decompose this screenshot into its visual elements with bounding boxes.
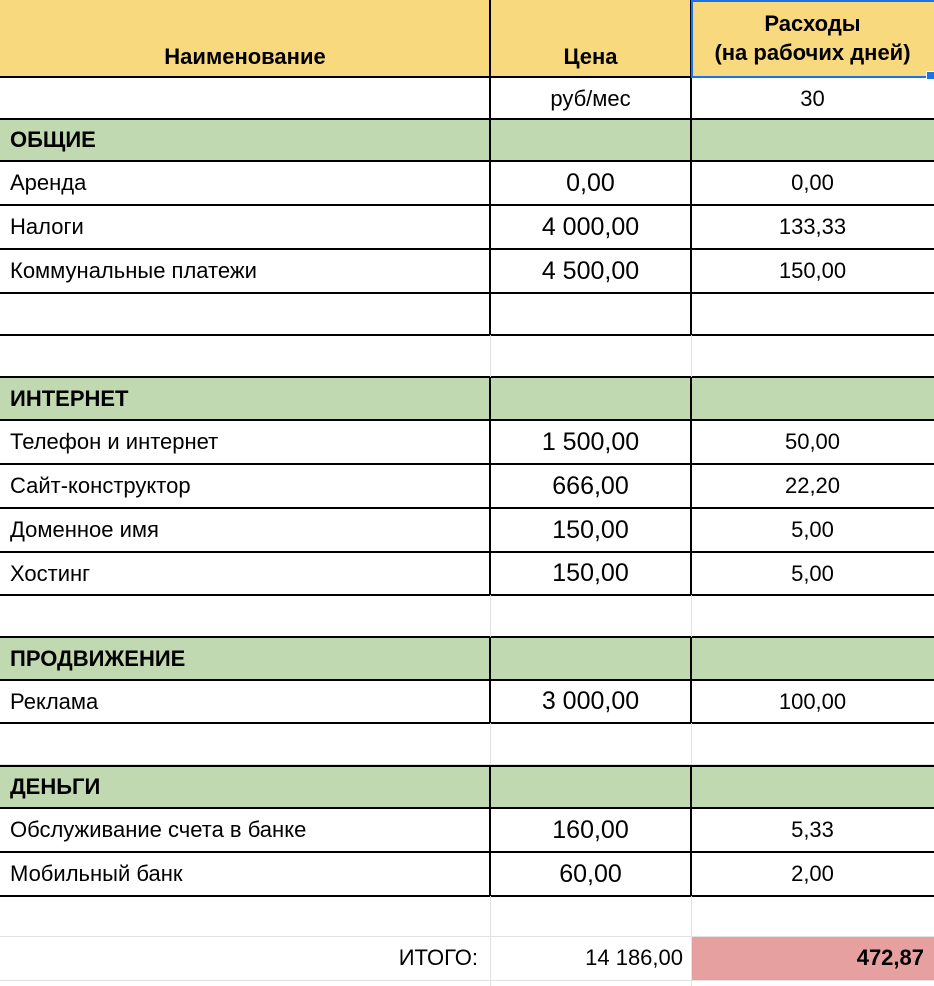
empty-cell[interactable] [490,293,691,335]
empty-cell[interactable] [490,723,691,765]
item-price-cell[interactable] [490,464,691,508]
item-price-cell[interactable] [490,161,691,205]
empty-cell[interactable] [0,335,490,377]
empty-row [0,595,934,637]
section-row-money [0,765,934,808]
item-name-cell[interactable] [0,420,490,464]
grid-line [490,723,491,765]
item-price-cell[interactable] [490,420,691,464]
grid-line [691,723,692,765]
item-name-cell[interactable] [0,464,490,508]
header-expenses-line2: (на рабочих дней) [714,40,911,65]
item-expense: 50,00 [784,429,841,454]
table-row [0,852,934,896]
item-price-cell[interactable] [490,205,691,249]
selected-cell-outline [691,0,934,78]
section-row-general [0,119,934,161]
item-expense-cell[interactable] [691,680,934,723]
item-price-cell[interactable] [490,249,691,293]
item-price: 1 500,00 [541,427,640,456]
item-expense: 133,33 [778,214,847,239]
grid-line [489,377,491,595]
header-expenses-line1: Расходы [764,11,861,36]
item-price: 160,00 [552,815,629,844]
item-name-cell[interactable] [0,552,490,595]
section-price-cell[interactable] [490,637,691,680]
item-name-cell[interactable] [0,808,490,852]
item-price: 4 500,00 [541,256,640,285]
item-expense: 100,00 [778,688,847,714]
section-price-cell[interactable] [490,765,691,808]
item-price: 60,00 [559,859,622,888]
grid-line [0,292,934,294]
grid-line [0,980,934,981]
item-name-cell[interactable] [0,852,490,896]
item-expense-cell[interactable] [691,249,934,293]
item-name: Сайт-конструктор [10,473,191,498]
section-title-cell[interactable] [0,765,490,808]
grid-line [0,765,934,767]
grid-line [0,248,934,250]
section-title: ПРОДВИЖЕНИЕ [10,645,186,671]
grid-line [489,765,491,896]
item-name-cell[interactable] [0,249,490,293]
section-row-promotion [0,637,934,680]
item-name-cell[interactable] [0,680,490,723]
grid-line [690,377,692,595]
grid-line [691,896,692,986]
section-title-cell[interactable] [0,637,490,680]
grid-line [0,936,934,937]
section-expense-cell[interactable] [691,765,934,808]
item-expense-cell[interactable] [691,808,934,852]
item-name-cell[interactable] [0,508,490,552]
grid-line [0,679,934,681]
header-price-label: Цена [563,44,618,69]
section-title: ОБЩИЕ [10,127,96,152]
grid-line [490,896,491,986]
grid-line [690,765,692,896]
section-price-cell[interactable] [490,119,691,161]
grid-line [0,118,934,120]
total-label: ИТОГО: [398,945,478,970]
empty-row [0,723,934,765]
header-name-label: Наименование [164,44,326,69]
total-label-cell[interactable] [0,936,490,980]
item-name-cell[interactable] [0,205,490,249]
grid-line [490,595,491,637]
units-days-cell[interactable] [691,78,934,119]
empty-cell[interactable] [490,896,691,936]
item-expense: 22,20 [784,473,841,498]
item-expense-cell[interactable] [691,161,934,205]
grid-line [489,0,491,335]
item-expense-cell[interactable] [691,205,934,249]
item-name: Налоги [10,214,84,239]
empty-cell[interactable] [0,723,490,765]
header-name-cell[interactable] [0,0,490,76]
table-row [0,205,934,249]
section-title: ДЕНЬГИ [10,773,101,799]
item-name: Хостинг [10,560,91,586]
section-title-cell[interactable] [0,119,490,161]
grid-line [0,895,934,897]
item-price: 150,00 [552,515,629,544]
table-row [0,808,934,852]
units-days-value: 30 [800,85,825,111]
item-price-cell[interactable] [490,508,691,552]
section-expense-cell[interactable] [691,377,934,420]
empty-cell[interactable] [691,896,934,936]
grid-line [691,335,692,377]
item-price: 666,00 [552,471,629,500]
grid-line [0,851,934,853]
section-price-cell[interactable] [490,377,691,420]
table-row [0,464,934,508]
item-name: Доменное имя [10,517,159,542]
empty-cell[interactable] [691,293,934,335]
item-name: Реклама [10,688,99,714]
item-price-cell[interactable] [490,680,691,723]
table-row [0,249,934,293]
empty-row [0,293,934,335]
item-name: Коммунальные платежи [10,258,257,283]
grid-line [489,637,491,723]
total-expense: 472,87 [856,945,924,970]
table-row [0,420,934,464]
item-expense-cell[interactable] [691,552,934,595]
item-expense: 5,00 [791,560,834,586]
grid-line [0,807,934,809]
item-price: 0,00 [566,168,615,197]
grid-line [0,551,934,553]
empty-cell[interactable] [0,896,490,936]
section-row-internet [0,377,934,420]
grid-line [0,334,934,336]
item-expense: 5,33 [791,817,834,842]
empty-cell[interactable] [691,335,934,377]
grid-line [0,419,934,421]
grid-line [0,204,934,206]
units-row [0,78,934,119]
item-price: 3 000,00 [541,687,640,715]
total-expense-cell[interactable] [691,936,934,980]
header-price-cell[interactable] [490,0,691,76]
item-name-cell[interactable] [0,161,490,205]
empty-row [0,335,934,377]
empty-cell[interactable] [0,595,490,637]
item-name: Обслуживание счета в банке [10,817,307,842]
units-price-label: руб/мес [550,85,631,111]
grid-line [490,335,491,377]
section-expense-cell[interactable] [691,637,934,680]
fill-handle[interactable] [926,71,934,80]
empty-cell[interactable] [490,335,691,377]
total-price: 14 186,00 [585,945,683,970]
item-expense: 0,00 [791,170,834,195]
section-title: ИНТЕРНЕТ [10,385,129,411]
grid-line [0,722,934,724]
item-expense: 150,00 [778,258,847,283]
item-expense: 2,00 [791,861,834,886]
empty-cell[interactable] [490,595,691,637]
grid-line [0,594,934,596]
grid-line [0,636,934,638]
item-price-cell[interactable] [490,852,691,896]
grid-line [691,595,692,637]
grid-line [690,637,692,723]
item-price: 4 000,00 [541,212,640,241]
item-expense: 5,00 [791,517,834,542]
item-expense-cell[interactable] [691,420,934,464]
item-name: Телефон и интернет [10,429,219,454]
total-price-cell[interactable] [490,936,691,980]
empty-cell[interactable] [0,293,490,335]
item-expense-cell[interactable] [691,852,934,896]
total-row [0,936,934,980]
grid-line [0,463,934,465]
grid-line [0,507,934,509]
empty-cell[interactable] [691,723,934,765]
grid-line [0,376,934,378]
table-row [0,680,934,723]
item-name: Аренда [10,170,87,195]
table-row [0,508,934,552]
grid-line [0,160,934,162]
item-price-cell[interactable] [490,808,691,852]
item-price: 150,00 [552,559,629,587]
item-expense-cell[interactable] [691,508,934,552]
item-expense-cell[interactable] [691,464,934,508]
table-row [0,161,934,205]
empty-row [0,896,934,936]
empty-cell[interactable] [691,595,934,637]
item-name: Мобильный банк [10,861,183,886]
units-price-cell[interactable] [490,78,691,119]
units-name-cell[interactable] [0,78,490,119]
section-title-cell[interactable] [0,377,490,420]
section-expense-cell[interactable] [691,119,934,161]
table-row [0,552,934,595]
item-price-cell[interactable] [490,552,691,595]
